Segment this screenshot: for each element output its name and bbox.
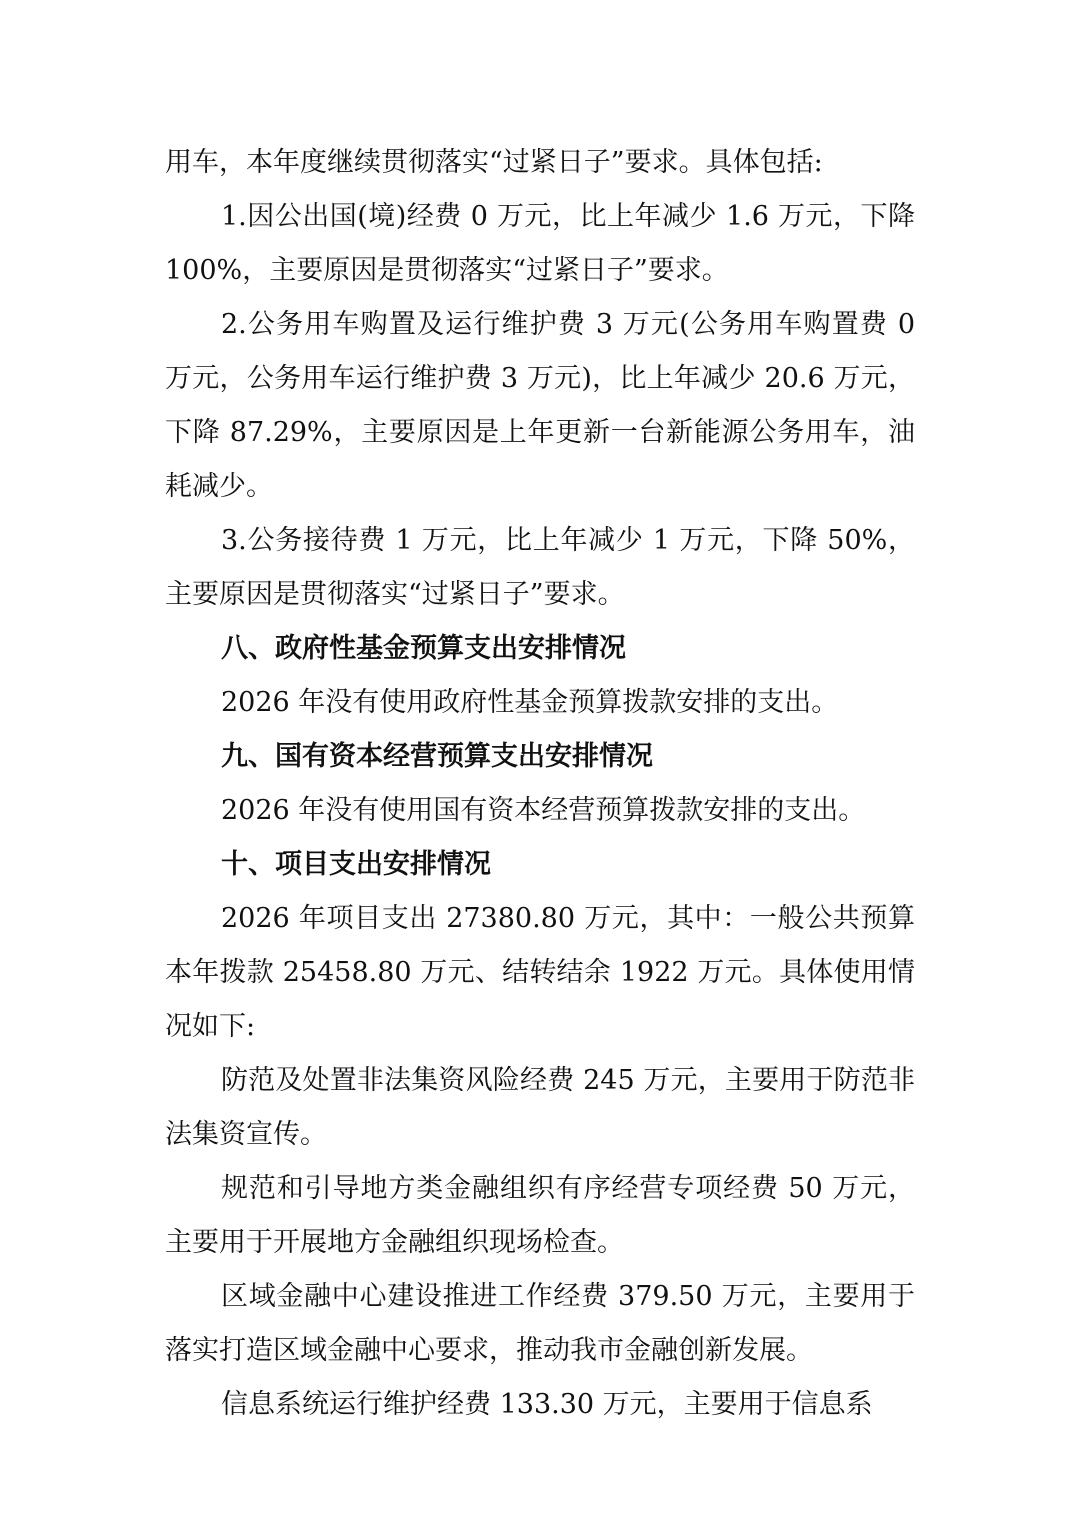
paragraph-reception-expense: 3.公务接待费 1 万元，比上年减少 1 万元，下降 50%，主要原因是贯彻落实“过紧日子”要求。: [165, 525, 915, 610]
paragraph-vehicle-expense: 2.公务用车购置及运行维护费 3 万元(公务用车购置费 0 万元，公务用车运行维护费 3 万元)，比上年减少 20.6 万元，下降 87.29%，主要原因是上年更新一台新能源公务用车，油耗减少。: [165, 309, 915, 502]
paragraph-project-expense-total: 2026 年项目支出 27380.80 万元，其中：一般公共预算本年拨款 25458.80 万元、结转结余 1922 万元。具体使用情况如下:: [165, 903, 915, 1042]
document-body: [165, 136, 915, 1432]
paragraph-regional-finance-center: 区域金融中心建设推进工作经费 379.50 万元，主要用于落实打造区域金融中心要求，推动我市金融创新发展。: [165, 1281, 915, 1366]
paragraph-continuation: 用车，本年度继续贯彻落实“过紧日子”要求。具体包括:: [165, 147, 823, 178]
paragraph-government-fund: 2026 年没有使用政府性基金预算拨款安排的支出。: [221, 687, 839, 718]
paragraph-state-capital: 2026 年没有使用国有资本经营预算拨款安排的支出。: [221, 795, 866, 826]
paragraph-overseas-expense: 1.因公出国(境)经费 0 万元，比上年减少 1.6 万元，下降 100%，主要原因是贯彻落实“过紧日子”要求。: [165, 201, 915, 286]
section-heading-project-expense: 十、项目支出安排情况: [221, 849, 491, 880]
paragraph-it-maintenance: 信息系统运行维护经费 133.30 万元，主要用于信息系: [221, 1389, 873, 1420]
section-heading-state-capital: 九、国有资本经营预算支出安排情况: [221, 741, 653, 772]
paragraph-local-finance-orgs: 规范和引导地方类金融组织有序经营专项经费 50 万元，主要用于开展地方金融组织现场检查。: [165, 1173, 915, 1258]
section-heading-government-fund: 八、政府性基金预算支出安排情况: [221, 633, 626, 664]
paragraph-illegal-fundraising: 防范及处置非法集资风险经费 245 万元，主要用于防范非法集资宣传。: [165, 1065, 915, 1150]
